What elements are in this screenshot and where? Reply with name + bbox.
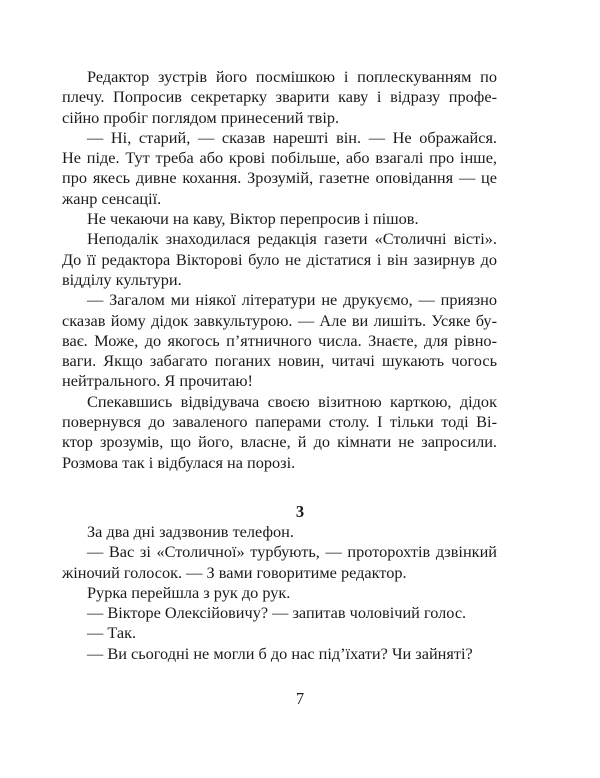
text-line: До її редактора Вікторові було не дістатися і він зазирнув до: [62, 249, 497, 269]
text-line: сійно пробіг поглядом принесений твір.: [62, 107, 340, 127]
text-line: нейтрального. Я прочитаю!: [62, 371, 253, 391]
text-line: сказав йому дідок завкультурою. — Але ви лишіть. Усяке бу-: [62, 310, 497, 330]
text-line: Не чекаючи на каву, Віктор перепросив і пішов.: [87, 209, 419, 229]
text-line: — Так.: [87, 623, 137, 643]
body-text-bottom: [62, 522, 497, 664]
text-line: Не піде. Тут треба або крові побільше, або взагалі про інше,: [62, 148, 497, 168]
text-line: Спекавшись відвідувача своєю візитною карткою, дідок: [87, 391, 497, 411]
text-line: ває. Може, до якогось п’ятничного числа. Знаєте, для рівно-: [62, 330, 497, 350]
text-line: — Вас зі «Столичної» турбують, — проторохтів дзвінкий: [87, 542, 497, 562]
page-number: 7: [295, 689, 305, 708]
text-line: Неподалік знаходилася редакція газети «Столичні вісті».: [87, 229, 497, 249]
text-line: — Вікторе Олексійовичу? — запитав чоловічий голос.: [87, 603, 467, 623]
section-heading: 3: [295, 502, 305, 521]
text-line: ваги. Якщо забагато поганих новин, читачі шукають чогось: [62, 351, 497, 371]
text-line: плечу. Попросив секретарку зварити каву і відразу профе-: [62, 87, 497, 107]
text-line: Розмова так і відбулася на порозі.: [62, 452, 296, 472]
text-line: про якесь дивне кохання. Зрозумій, газетне оповідання — це: [62, 168, 497, 188]
text-line: відділу культури.: [62, 269, 182, 289]
text-line: Рурка перейшла з рук до рук.: [87, 582, 291, 602]
text-line: За два дні задзвонив телефон.: [87, 522, 294, 541]
text-line: ктор зрозумів, що його, власне, й до кімнати не запросили.: [62, 432, 497, 452]
text-line: — Ні, старий, — сказав нарешті він. — Не ображайся.: [87, 127, 497, 147]
body-text-top: [62, 67, 497, 473]
text-line: жіночий голосок. — З вами говоритиме редактор.: [62, 562, 407, 582]
text-line: Редактор зустрів його посмішкою і поплескуванням по: [87, 67, 497, 86]
text-line: — Загалом ми ніякої літератури не друкуємо, — приязно: [87, 290, 497, 310]
text-line: повернувся до заваленого паперами столу. І тільки тоді Ві-: [62, 412, 497, 432]
text-line: — Ви сьогодні не могли б до нас під’їхати? Чи зайняті?: [87, 643, 473, 663]
text-line: жанр сенсації.: [62, 188, 162, 208]
